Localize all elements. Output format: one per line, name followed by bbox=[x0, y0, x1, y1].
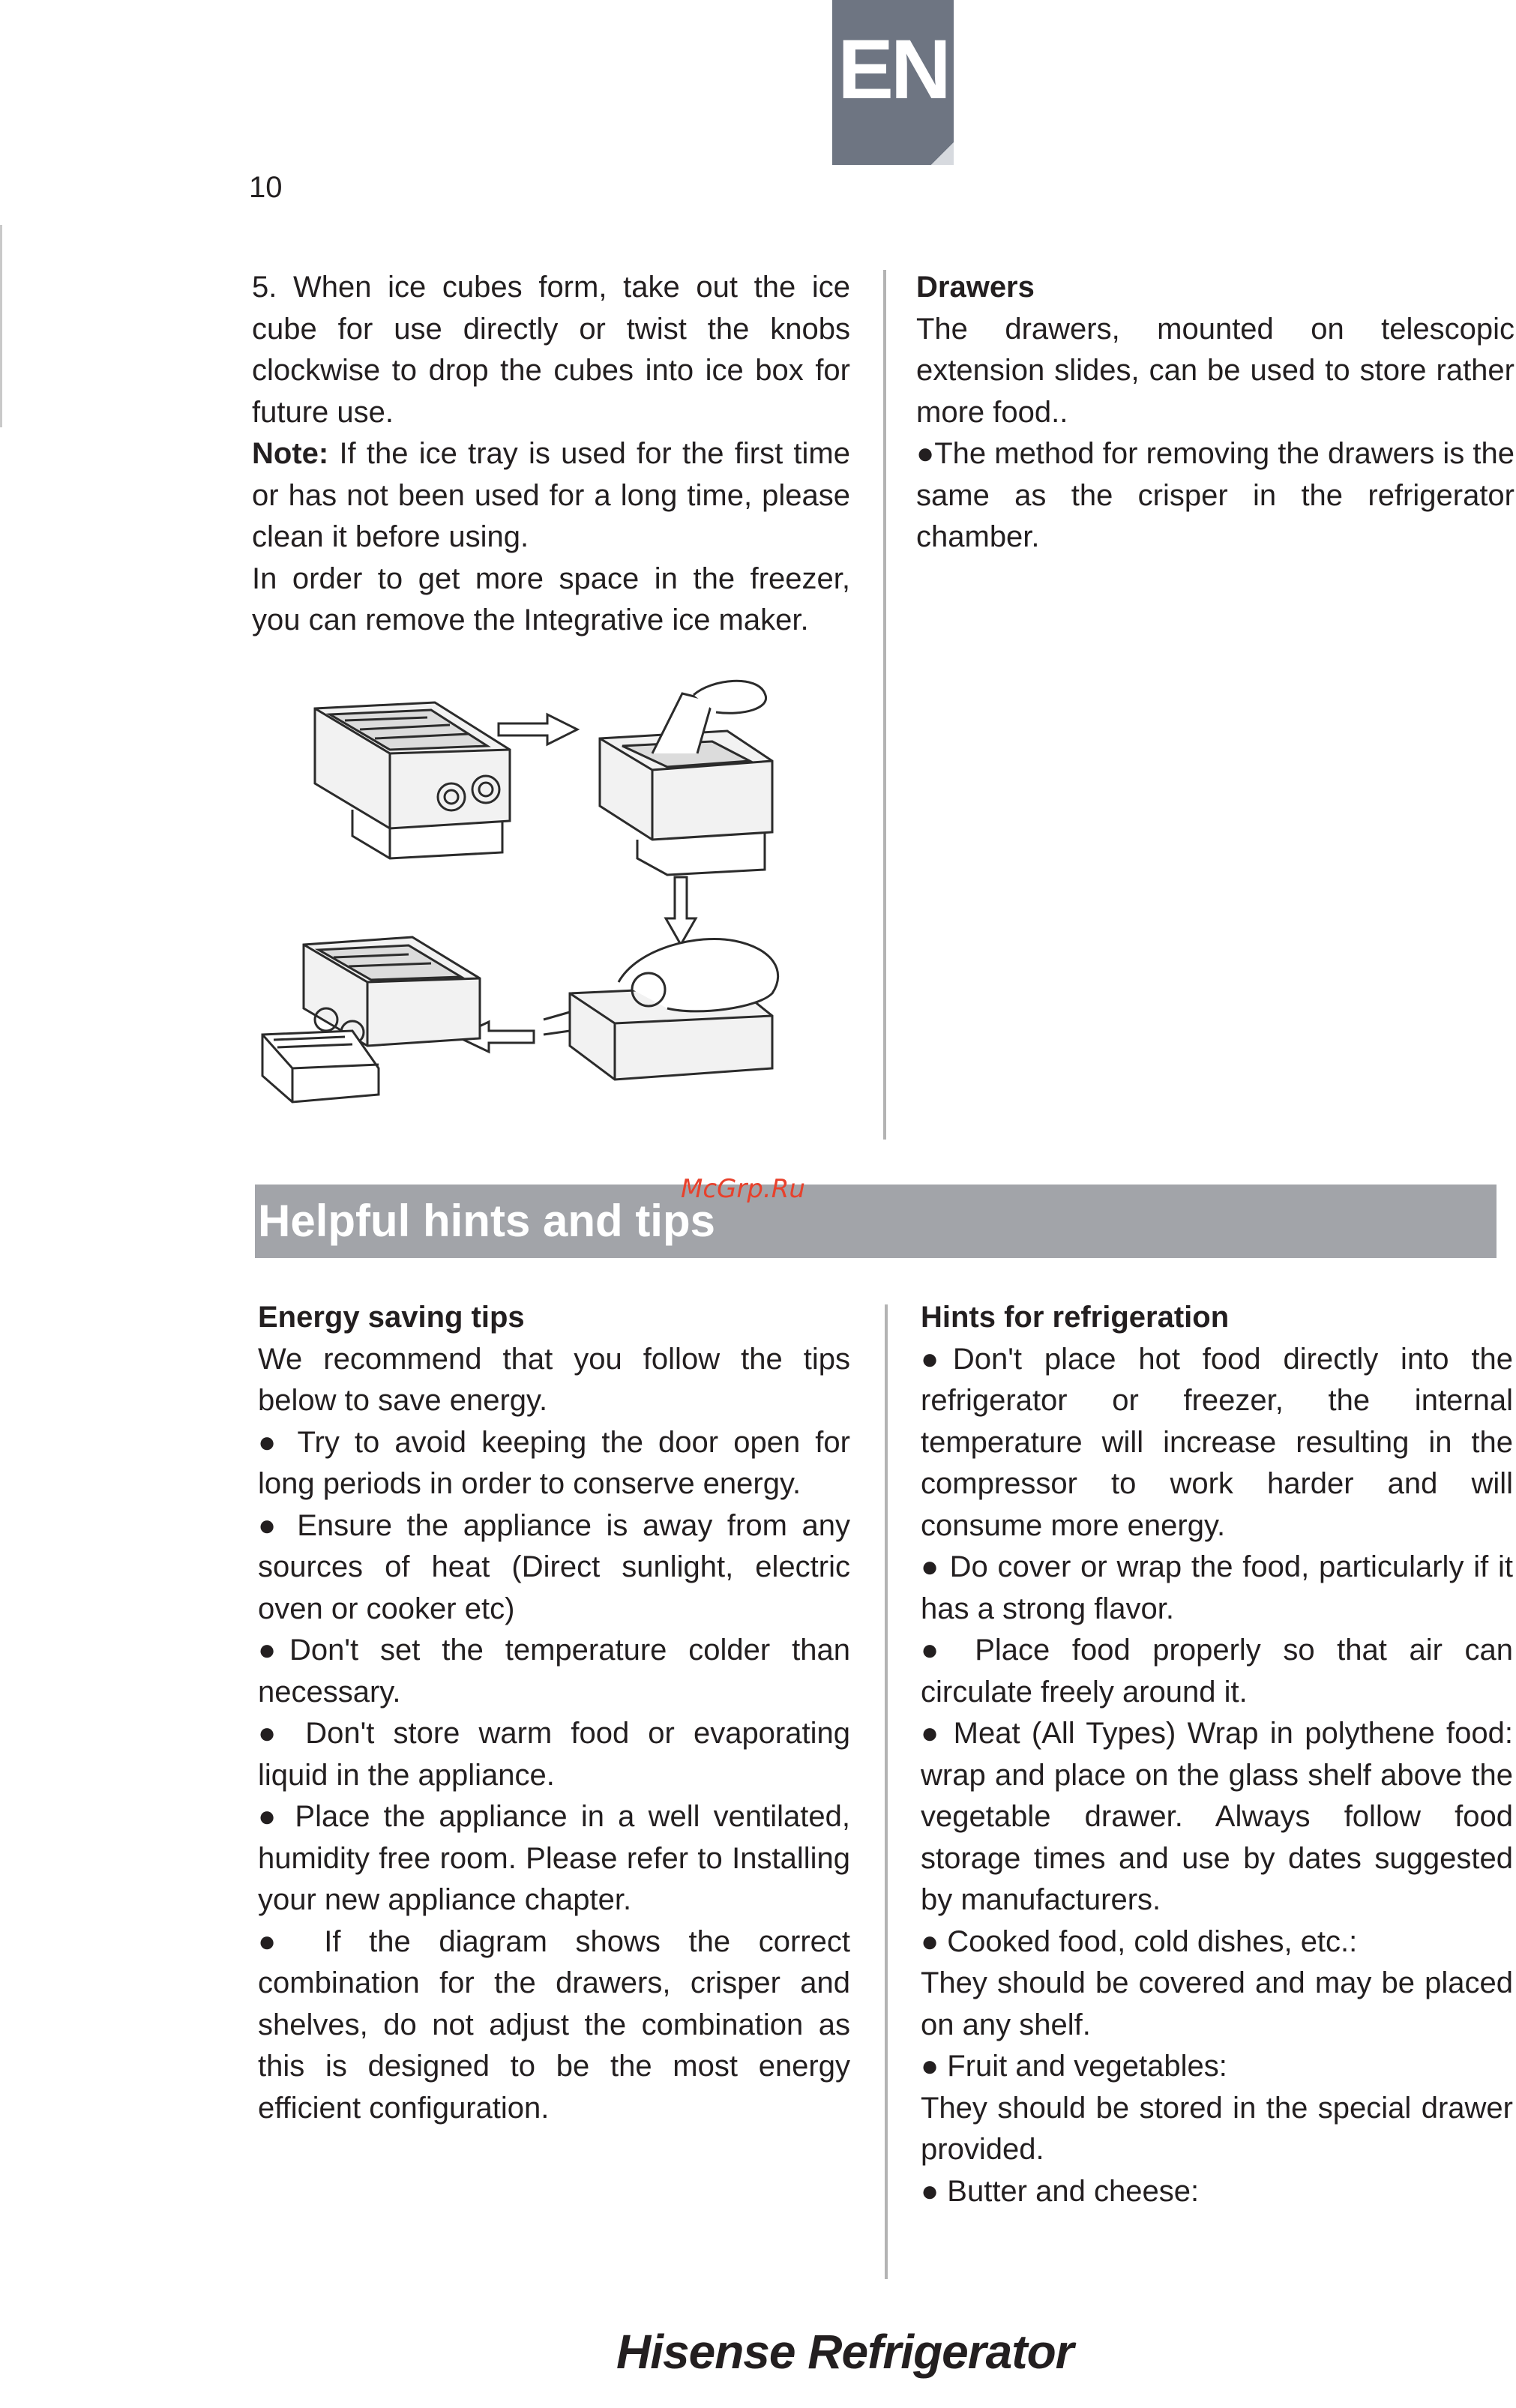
energy-intro: We recommend that you follow the tips below to save energy. bbox=[258, 1342, 850, 1417]
bullet-icon: ● bbox=[921, 2174, 948, 2208]
energy-bullet: ●Don't set the temperature colder than necessary. bbox=[258, 1634, 850, 1709]
refrigeration-text: They should be covered and may be placed on any shelf. bbox=[921, 1966, 1513, 2041]
ice-maker-hand-removal-figure bbox=[544, 939, 778, 1080]
drawers-bullet: ●The method for removing the drawers is the same as the crisper in the refrigerator chamber. bbox=[916, 437, 1515, 553]
note-text: If the ice tray is used for the first time or has not been used for a long time, please clean it before using. bbox=[252, 437, 850, 553]
bullet-icon: ● bbox=[921, 1634, 975, 1667]
drawers-text: The drawers, mounted on telescopic extension slides, can be used to store rather more food.. bbox=[916, 312, 1515, 429]
refrigeration-bullet: ● Butter and cheese: bbox=[921, 2174, 1200, 2208]
bullet-icon: ● bbox=[921, 1717, 954, 1750]
drawers-heading: Drawers bbox=[916, 271, 1035, 304]
drawers-section bbox=[916, 267, 1515, 559]
margin-rule bbox=[0, 225, 2, 427]
arrow-down-icon bbox=[666, 877, 696, 945]
ice-maker-assembled-figure bbox=[315, 702, 510, 858]
page-curl-decoration bbox=[931, 142, 954, 165]
refrigeration-bullet: ● Fruit and vegetables: bbox=[921, 2050, 1227, 2083]
refrigeration-bullet: ● Place food properly so that air can circulate freely around it. bbox=[921, 1634, 1513, 1709]
ice-note bbox=[252, 433, 850, 559]
bullet-icon: ● bbox=[921, 1342, 953, 1376]
energy-saving-section bbox=[258, 1297, 850, 2129]
ice-maker-with-box-figure bbox=[262, 937, 480, 1102]
refrigeration-bullet: ● Cooked food, cold dishes, etc.: bbox=[921, 1924, 1358, 1958]
ice-maker-section bbox=[252, 267, 850, 642]
ice-space-text: In order to get more space in the freezer, you can remove the Integrative ice maker. bbox=[252, 562, 850, 636]
page-number: 10 bbox=[249, 171, 283, 204]
language-tab bbox=[832, 0, 954, 165]
bullet-icon: ● bbox=[258, 1924, 325, 1958]
note-label: Note: bbox=[252, 437, 329, 470]
refrigeration-section bbox=[921, 1297, 1513, 2212]
bullet-icon: ● bbox=[921, 1924, 948, 1958]
banner-title: Helpful hints and tips bbox=[258, 1196, 715, 1246]
ice-tray-lift-figure bbox=[600, 681, 772, 875]
bullet-icon: ● bbox=[258, 1634, 289, 1667]
refrigeration-bullet: ● Meat (All Types) Wrap in polythene food: wrap and place on the glass shelf above the vegetable drawer. Always follow food storage times and use by dates suggested by manufacturers. bbox=[921, 1717, 1513, 1916]
section-banner bbox=[255, 1185, 1497, 1258]
bullet-icon: ● bbox=[258, 1800, 295, 1833]
energy-bullet: ● Try to avoid keeping the door open for long periods in order to conserve energy. bbox=[258, 1425, 850, 1500]
top-column-divider bbox=[883, 270, 886, 1140]
energy-bullet: ● Place the appliance in a well ventilated, humidity free room. Please refer to Installing your new appliance chapter. bbox=[258, 1800, 850, 1916]
arrow-right-icon bbox=[499, 714, 577, 744]
refrigeration-heading: Hints for refrigeration bbox=[921, 1301, 1230, 1334]
ice-maker-removal-illustration bbox=[247, 678, 840, 1162]
bullet-icon: ● bbox=[916, 437, 935, 470]
refrigeration-bullet: ● Do cover or wrap the food, particularly if it has a strong flavor. bbox=[921, 1550, 1513, 1625]
bottom-column-divider bbox=[885, 1304, 888, 2279]
refrigeration-text: They should be stored in the special drawer provided. bbox=[921, 2091, 1513, 2166]
energy-bullet: ● Don't store warm food or evaporating liquid in the appliance. bbox=[258, 1717, 850, 1792]
energy-bullet: ● If the diagram shows the correct combination for the drawers, crisper and shelves, do not adjust the combination as this is designed to be the most energy efficient configuration. bbox=[258, 1924, 850, 2125]
ice-step-5: 5. When ice cubes form, take out the ice cube for use directly or twist the knobs clockwise to drop the cubes into ice box for future use. bbox=[252, 271, 850, 429]
energy-bullet: ● Ensure the appliance is away from any sources of heat (Direct sunlight, electric oven or cooker etc) bbox=[258, 1508, 850, 1625]
bullet-icon: ● bbox=[921, 2050, 948, 2083]
language-tab-label: EN bbox=[837, 22, 948, 116]
energy-heading: Energy saving tips bbox=[258, 1301, 525, 1334]
bullet-icon: ● bbox=[258, 1508, 298, 1542]
refrigeration-bullet: ●Don't place hot food directly into the refrigerator or freezer, the internal temperature will increase resulting in the compressor to work harder and will consume more energy. bbox=[921, 1342, 1513, 1542]
brand-footer: Hisense Refrigerator bbox=[616, 2325, 1074, 2379]
watermark: McGrp.Ru bbox=[681, 1174, 805, 1204]
bullet-icon: ● bbox=[258, 1425, 298, 1459]
bullet-icon: ● bbox=[258, 1717, 306, 1750]
bullet-icon: ● bbox=[921, 1550, 950, 1583]
